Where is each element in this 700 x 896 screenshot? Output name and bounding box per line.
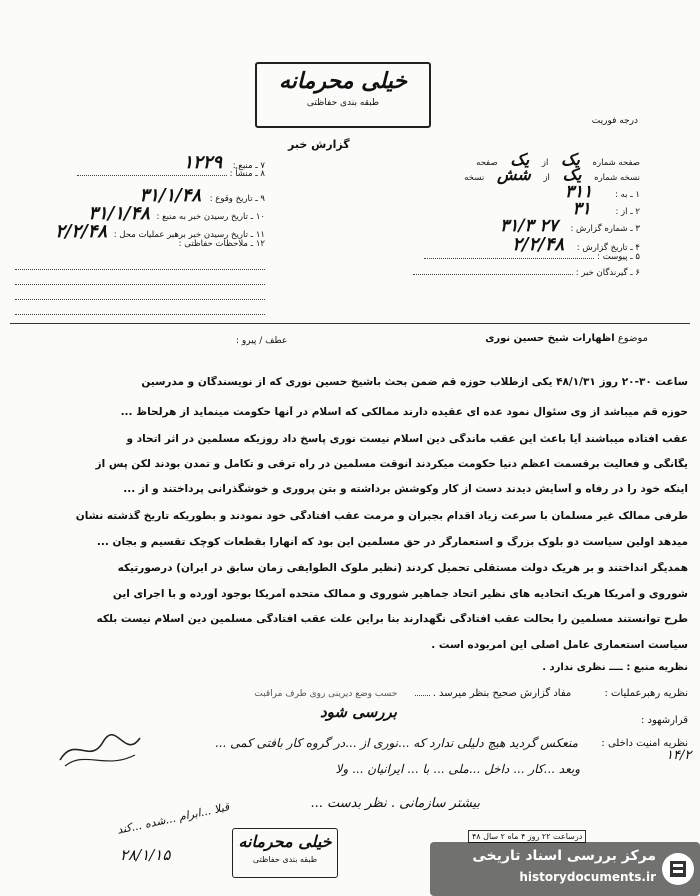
- left-fields: [7, 152, 265, 315]
- recipients-row: ۶ ـ گیرندگان خبر :: [365, 268, 640, 284]
- body-line-10: طرح توانستند مسلمین را بحالت عقب افتادگی نگهدارند بنا براین علت عقب افتادگی مسلمین دین اسلام نیست بلکه: [96, 613, 688, 625]
- body-line-2: حوزه قم میباشد از وی سئوال نمود عده ای عقیده دارند ممالکی که اسلام در آنها حکومت مینماید از هرلحاظ ...: [120, 406, 688, 418]
- body-line-8: همدیگر انداختند و بر هریک دولت مستقلی تحمیل کردند (نظیر ملوک الطوایفی زمان سابق در ایران) درصورتیکه: [117, 562, 688, 574]
- body-line-9: شوروی و آمریکا هریک اتحادیه های نظیر اتحاد جماهیر شوروی و ممالک متحده آمریکا بوجود آورده و با اجرای این: [112, 588, 688, 600]
- attachment-row: ۵ ـ پیوست :: [365, 252, 640, 268]
- body-line-3: عقب افتاده میباشند آیا باعث این عقب ماندگی دین اسلام نیست نوری پاسخ داد روزیکه مسلمین در اثر اتحاد و: [126, 433, 688, 445]
- decision-label: قرارشهود :: [640, 715, 688, 726]
- from-row: ۲ ـ از : ۳۱: [572, 199, 640, 219]
- handwritten-note-3: بیشتر سازمانی . نظر بدست ...: [310, 796, 480, 811]
- report-date-row: ۴ ـ تاریخ گزارش : ۲/۲/۴۸: [512, 234, 640, 255]
- handwritten-note-4: قبلا ...ابرام ...شده ...کند: [115, 800, 231, 837]
- signature-scribble: [55, 730, 145, 770]
- reference-label: عطف / پیرو :: [236, 336, 288, 346]
- page-number-row: صفحه شماره یک از یک صفحه: [476, 150, 640, 169]
- handwritten-side-note: ۱۴/۲: [666, 748, 692, 763]
- leader-opinion-extra: حسب وضع دیرینی روی طرف مراقبت: [254, 689, 398, 699]
- notes-line-4: [15, 300, 265, 315]
- bottom-stamp-title: خیلی محرمانه: [238, 832, 332, 851]
- body-line-7: میدهد اولین سیاست دو بلوک بزرگ و استعمارگر در حق مسلمین این بود که آنهارا بقطعات کوچک تقسیم و بجان ...: [96, 536, 688, 548]
- report-number-row: ۳ ـ شماره گزارش : ۲۷ ۳۱/۳: [499, 216, 640, 236]
- internal-security-label: نظریه امنیت داخلی :: [601, 738, 688, 749]
- body-line-1: ساعت ۳۰-۲۰ روز ۴۸/۱/۳۱ یکی ازطلاب حوزه قم ضمن بحث باشیخ حسین نوری که از نویسندگان و مدرسین: [141, 376, 688, 388]
- subject-label: موضوع: [617, 333, 648, 344]
- source-row: ۷ ـ منبع : ۱۲۲۹: [183, 152, 265, 173]
- top-stamp-title: خیلی محرمانه: [278, 69, 408, 94]
- top-classification-stamp: [255, 62, 431, 128]
- source-opinion: نظریه منبع : ــــ نظری ندارد .: [542, 662, 688, 673]
- handwritten-note-2: وبعد ...کار ... داخل ...ملی ... با ... ایرانیان ... ولا: [335, 762, 580, 776]
- to-row: ۱ ـ به : ۳۱۱: [564, 182, 640, 202]
- right-fields: [365, 150, 640, 284]
- body-line-4: یگانگی و فعالیت برقسمت اعظم دنیا حکومت میکردند آنوقت مسلمین در راه ترقی و تکامل و تمدن بودند لکن پس از: [95, 458, 688, 470]
- report-title: گزارش خبر: [288, 138, 350, 151]
- notes-line-1: [15, 255, 265, 270]
- priority-label: درجه فوریت: [591, 116, 638, 126]
- leader-opinion-label: نظریه رهبرعملیات :: [604, 688, 688, 699]
- handwritten-date: ۲۸/۱/۱۵: [120, 846, 171, 864]
- leader-received-row: ۱۱ ـ تاریخ رسیدن خبر برهبر عملیات محل : ۲/۲/۴۸: [55, 221, 265, 242]
- subject-row: [485, 333, 648, 344]
- notes-line-2: [15, 270, 265, 285]
- watermark-logo-icon: [660, 851, 696, 887]
- occurrence-date-row: ۹ ـ تاریخ وقوع : ۳۱/۱/۴۸: [139, 185, 265, 206]
- origin-row: ۸ ـ منشأ :: [7, 169, 265, 185]
- body-line-6: طرفی ممالک غیر مسلمان با سرعت زیاد اقدام بجبران و مرمت عقب افتادگی خود نمودند و بطوریکه تاریخ گذشته نشان: [75, 510, 688, 522]
- source-received-row: ۱۰ ـ تاریخ رسیدن خبر به منبع : ۳۱/۱/۴۸: [88, 203, 265, 224]
- handwritten-note-1: منعکس گردید هیچ دلیلی ندارد که ...نوری از ...در گروه کار بافتی کمی ...: [214, 736, 578, 750]
- leader-opinion-text: مفاد گزارش صحیح بنظر میرسد .: [432, 688, 572, 699]
- top-stamp-subtitle: طبقه بندی حفاظتی: [306, 98, 380, 109]
- security-notes-row: ۱۲ ـ ملاحظات حفاظتی :: [178, 239, 265, 249]
- notes-line-3: [15, 285, 265, 300]
- archive-stamp: درساعت ۲۲ روز ۴ ماه ۲ سال ۴۸: [468, 830, 586, 843]
- header-divider: [10, 323, 690, 324]
- bottom-stamp-subtitle: طبقه بندی حفاظتی: [252, 854, 318, 864]
- decision-handwritten: بررسی شود: [320, 703, 397, 721]
- watermark-url: historydocuments.ir: [519, 870, 656, 884]
- leader-opinion-row: [254, 688, 688, 699]
- copy-number-row: نسخه شماره یک از شش نسخه: [464, 165, 640, 184]
- body-line-5: اینکه خود را در رفاه و آسایش دیدند دست از کار وکوشش برداشته و بتن پروری و خوشگذرانی پرداختند و از ...: [123, 483, 688, 495]
- bottom-classification-stamp: [232, 828, 338, 878]
- watermark: [430, 842, 700, 896]
- body-line-11: سیاست استعماری عامل اصلی این امربوده است .: [431, 639, 688, 651]
- watermark-title: مرکز بررسی اسناد تاریخی: [472, 848, 656, 864]
- subject-text: اظهارات شیخ حسین نوری: [485, 333, 615, 344]
